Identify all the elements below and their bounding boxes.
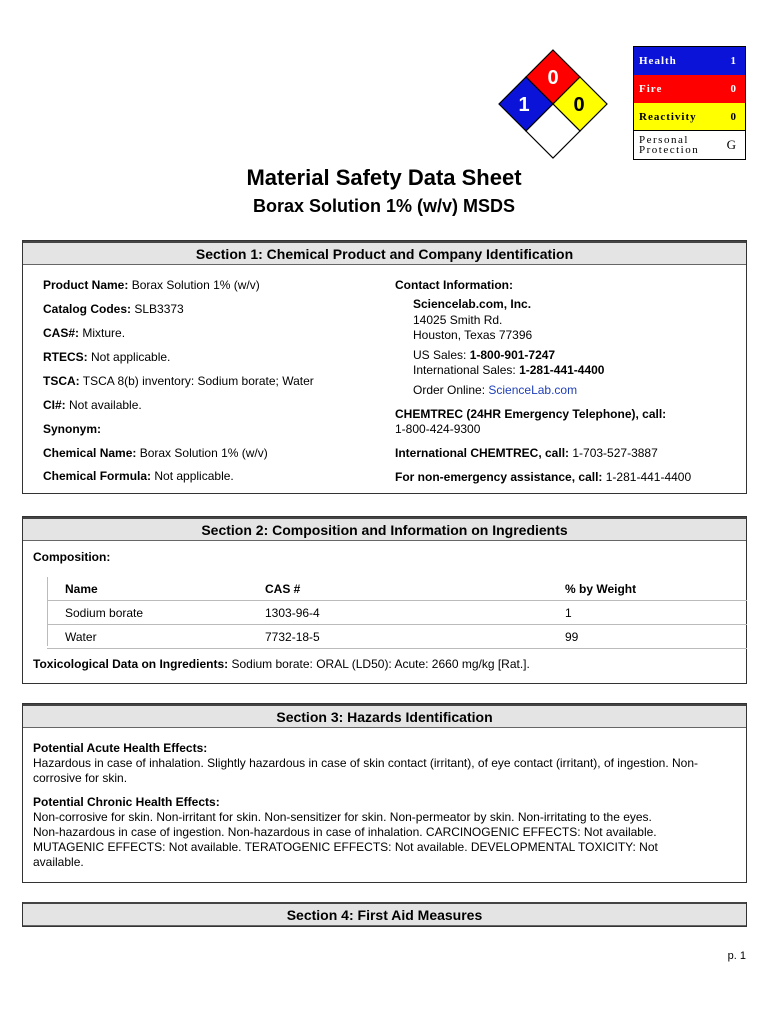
product-field [43,469,234,483]
hmis-label [633,46,746,160]
column-header-cas: CAS # [265,582,301,596]
product-field [43,326,125,340]
ingredient-cas: 1303-96-4 [265,606,320,620]
hmis-health-label: Health [639,55,677,67]
hmis-health-value: 1 [730,55,737,67]
chronic-health-effects [33,795,733,870]
product-field-label: TSCA: [43,374,80,388]
hmis-fire-row [634,75,745,103]
hmis-fire-value: 0 [730,83,737,95]
page-number: p. 1 [727,950,746,962]
product-field-value: Borax Solution 1% (w/v) [128,278,260,292]
ingredient-weight: 99 [565,630,579,644]
hmis-ppe-value: G [726,136,737,152]
product-field-label: CI#: [43,398,66,412]
composition-table [47,577,747,649]
product-field-label: RTECS: [43,350,88,364]
product-field-value: Mixture. [79,326,126,340]
non-emergency-assistance: For non-emergency assistance, call: 1-281-441-4400 [395,470,692,484]
product-field-label: Synonym: [43,422,102,436]
hmis-reactivity-row [634,103,745,131]
contact-heading: Contact Information: [395,278,513,292]
ingredient-cas: 7732-18-5 [265,630,320,644]
hmis-fire-label: Fire [639,83,663,95]
nfpa-fire-value: 0 [547,67,559,89]
product-field-value: SLB3373 [131,302,184,316]
order-online: Order Online: ScienceLab.com [413,383,578,397]
acute-effects-text-line: corrosive for skin. [33,771,128,785]
acute-health-effects [33,741,733,786]
product-field [43,398,142,412]
section-1-heading: Section 1: Chemical Product and Company Identification [23,241,746,265]
nfpa-health-value: 1 [518,94,530,116]
chronic-effects-text-line: MUTAGENIC EFFECTS: Not available. TERATOGENIC EFFECTS: Not available. DEVELOPMENTAL TOXICITY: Not [33,840,658,854]
order-online-link[interactable]: ScienceLab.com [488,383,578,397]
chronic-effects-text-line: Non-corrosive for skin. Non-irritant for skin. Non-sensitizer for skin. Non-permeator by skin. Non-irritating to the eyes. [33,810,652,824]
product-field [43,374,314,388]
product-field-value: Borax Solution 1% (w/v) [136,446,268,460]
hmis-ppe-row [634,131,745,158]
product-field [43,278,260,292]
international-chemtrec: International CHEMTREC, call: 1-703-527-3887 [395,446,658,460]
hmis-ppe-label [639,135,699,155]
product-field [43,446,268,460]
hmis-reactivity-label: Reactivity [639,110,697,123]
address-line-1: 14025 Smith Rd. [413,313,503,327]
product-field [43,422,101,436]
us-sales: US Sales: 1-800-901-7247 [413,348,556,362]
product-field-value: Not applicable. [151,469,234,483]
hmis-reactivity-value: 0 [730,110,737,123]
section-1 [22,240,747,494]
table-header-row [47,577,747,601]
section-3-heading: Section 3: Hazards Identification [23,704,746,728]
chronic-effects-label: Potential Chronic Health Effects: [33,795,220,809]
toxicological-data: Toxicological Data on Ingredients: Sodium borate: ORAL (LD50): Acute: 2660 mg/kg [Rat.]. [33,657,530,671]
product-field-label: Catalog Codes: [43,302,132,316]
product-field [43,350,170,364]
company-name: Sciencelab.com, Inc. [413,297,532,311]
hmis-ppe-label-line2: Protection [639,143,700,156]
product-field [43,302,184,316]
product-field-value: Not applicable. [87,350,171,364]
page-subtitle: Borax Solution 1% (w/v) MSDS [252,196,516,216]
acute-effects-text-line: Hazardous in case of inhalation. Slightly hazardous in case of skin contact (irritant), of eye contact (irritant), of ingestion. Non- [33,756,698,770]
chemtrec-phone: 1-800-424-9300 [395,422,481,436]
column-header-weight: % by Weight [565,582,637,596]
address-line-2: Houston, Texas 77396 [413,328,533,342]
section-4 [22,902,747,927]
table-row [47,625,747,649]
hmis-health-row [634,47,745,75]
section-2-heading: Section 2: Composition and Information on Ingredients [23,517,746,541]
nfpa-reactivity-value: 0 [573,94,585,116]
nfpa-diamond [497,48,609,160]
ingredient-name: Water [65,630,97,644]
section-3 [22,703,747,883]
hmis-ppe-label-line1: Personal [639,133,689,146]
column-header-name: Name [65,582,98,596]
product-field-value: Not available. [65,398,142,412]
product-field-label: Product Name: [43,278,129,292]
section-2 [22,516,747,684]
composition-label: Composition: [33,550,111,564]
product-field-label: Chemical Name: [43,446,137,460]
page-title: Material Safety Data Sheet [246,165,522,190]
ingredient-weight: 1 [565,606,572,620]
ingredient-name: Sodium borate [65,606,144,620]
acute-effects-label: Potential Acute Health Effects: [33,741,208,755]
chronic-effects-text-line: Non-hazardous in case of ingestion. Non-hazardous in case of inhalation. CARCINOGENIC EFFECTS: Not available. [33,825,657,839]
section-4-heading: Section 4: First Aid Measures [23,902,746,926]
chemtrec-label: CHEMTREC (24HR Emergency Telephone), call: [395,407,667,421]
product-field-value: TSCA 8(b) inventory: Sodium borate; Water [79,374,314,388]
product-field-label: Chemical Formula: [43,469,152,483]
product-field-label: CAS#: [43,326,80,340]
chronic-effects-text-line: available. [33,855,84,869]
international-sales: International Sales: 1-281-441-4400 [413,363,605,377]
table-row [47,601,747,625]
